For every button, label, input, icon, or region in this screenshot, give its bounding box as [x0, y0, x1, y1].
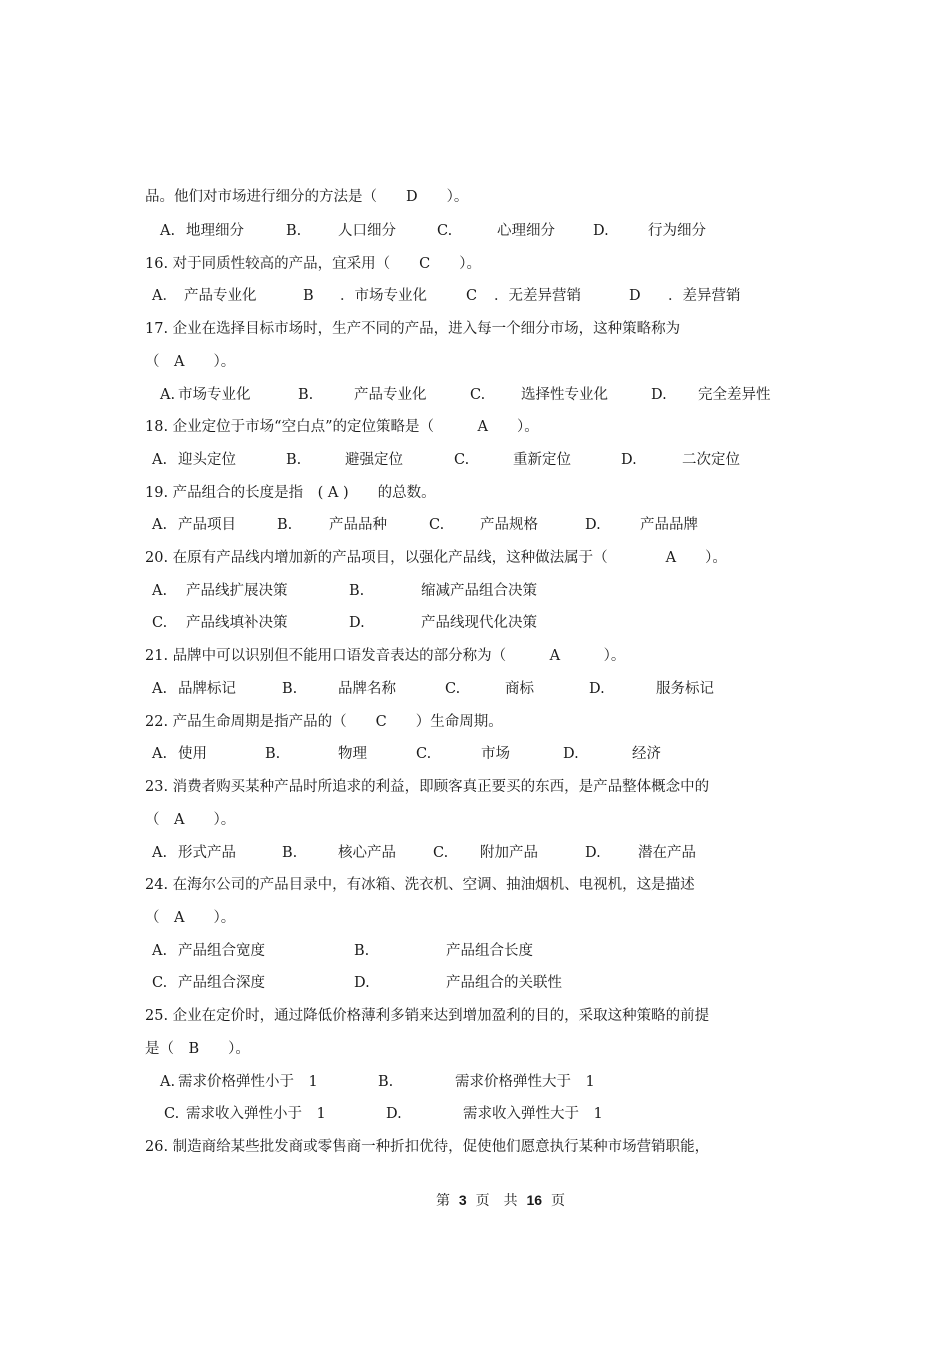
option-b-text: 产品专业化	[354, 387, 427, 403]
page-footer	[436, 1190, 565, 1211]
question-22-stem: 22. 产品生命周期是指产品的（ C ）生命周期。	[145, 714, 503, 730]
option-b-letter: B	[303, 288, 314, 304]
footer-suffix: 页	[551, 1193, 565, 1209]
option-a-text: 使用	[178, 746, 207, 762]
option-b-letter: B.	[378, 1074, 394, 1090]
option-d-text: 完全差异性	[698, 387, 771, 403]
option-d-letter: D.	[585, 517, 601, 533]
question-21-stem: 21. 品牌中可以识别但不能用口语发音表达的部分称为（ A ）。	[145, 648, 626, 664]
option-d-text: 产品品牌	[640, 517, 698, 533]
option-b-letter: B.	[286, 223, 302, 239]
option-c-letter: C.	[454, 452, 470, 468]
question-26-stem: 26. 制造商给某些批发商或零售商一种折扣优待，促使他们愿意执行某种市场营销职能，	[145, 1139, 710, 1155]
option-d-letter: D.	[386, 1106, 402, 1122]
total-pages: 16	[526, 1192, 543, 1208]
option-a-text: 产品项目	[178, 517, 236, 533]
option-b-text: 避强定位	[345, 452, 403, 468]
question-17-stem-line: （ A ）。	[145, 354, 236, 370]
option-a-text: 形式产品	[178, 845, 236, 861]
option-c-letter: C.	[433, 845, 449, 861]
option-b-text: 需求价格弹性大于 1	[455, 1074, 595, 1090]
option-d-text: 潜在产品	[638, 845, 696, 861]
option-d-text: ．差异营销	[668, 288, 741, 304]
question-23-stem-line: （ A ）。	[145, 812, 236, 828]
question-25-stem-line: 是（ B ）。	[145, 1041, 250, 1057]
option-a-text: 品牌标记	[178, 681, 236, 697]
option-a-letter: A.	[160, 223, 176, 239]
option-a-letter: A.	[160, 1074, 176, 1090]
option-b-text: 物理	[338, 746, 367, 762]
option-c-text: 产品线填补决策	[186, 615, 288, 631]
option-a-letter: A.	[152, 845, 168, 861]
option-c-letter: C.	[437, 223, 453, 239]
option-b-text: 产品品种	[329, 517, 387, 533]
option-b-text: 人口细分	[338, 223, 396, 239]
option-b-letter: B.	[354, 943, 370, 959]
option-c-letter: C.	[429, 517, 445, 533]
option-d-text: 行为细分	[648, 223, 706, 239]
option-c-text: 产品规格	[480, 517, 538, 533]
option-a-letter: A.	[152, 452, 168, 468]
option-a-letter: A.	[160, 387, 176, 403]
option-b-text: 产品组合长度	[446, 943, 533, 959]
option-c-text: 需求收入弹性小于 1	[186, 1106, 326, 1122]
option-a-letter: A.	[152, 583, 168, 599]
option-d-letter: D	[629, 288, 641, 304]
option-b-letter: B.	[349, 583, 365, 599]
question-19-stem: 19. 产品组合的长度是指 ( A ) 的总数。	[145, 485, 436, 501]
option-a-letter: A.	[152, 517, 168, 533]
option-b-letter: B.	[286, 452, 302, 468]
option-b-text: 缩减产品组合决策	[421, 583, 537, 599]
option-c-letter: C.	[152, 615, 168, 631]
question-24-stem-line: 24. 在海尔公司的产品目录中，有冰箱、洗衣机、空调、抽油烟机、电视机，这是描述	[145, 877, 695, 893]
option-a-letter: A.	[152, 681, 168, 697]
option-c-letter: C	[466, 288, 478, 304]
option-d-text: 需求收入弹性大于 1	[463, 1106, 603, 1122]
option-d-letter: D.	[354, 975, 370, 991]
question-17-stem-line: 17. 企业在选择目标市场时，生产不同的产品，进入每一个细分市场，这种策略称为	[145, 321, 681, 337]
option-a-text: 产品组合宽度	[178, 943, 265, 959]
option-b-letter: B.	[282, 845, 298, 861]
option-a-text: 地理细分	[186, 223, 244, 239]
option-d-letter: D.	[651, 387, 667, 403]
option-a-text: 产品线扩展决策	[186, 583, 288, 599]
option-b-letter: B.	[277, 517, 293, 533]
option-a-text: 产品专业化	[184, 288, 257, 304]
option-d-letter: D.	[621, 452, 637, 468]
option-c-letter: C.	[470, 387, 486, 403]
option-a-letter: A.	[152, 943, 168, 959]
option-d-letter: D.	[589, 681, 605, 697]
option-c-text: 市场	[481, 746, 510, 762]
option-b-text: 核心产品	[338, 845, 396, 861]
option-d-text: 产品组合的关联性	[446, 975, 562, 991]
option-c-letter: C.	[445, 681, 461, 697]
question-25-stem-line: 25. 企业在定价时，通过降低价格薄利多销来达到增加盈利的目的，采取这种策略的前提	[145, 1008, 710, 1024]
option-c-text: 商标	[505, 681, 534, 697]
option-a-letter: A．	[152, 288, 177, 304]
option-d-text: 产品线现代化决策	[421, 615, 537, 631]
option-d-text: 服务标记	[656, 681, 714, 697]
option-c-letter: C.	[152, 975, 168, 991]
option-d-letter: D.	[593, 223, 609, 239]
option-b-text: ．市场专业化	[340, 288, 427, 304]
question-20-stem: 20. 在原有产品线内增加新的产品项目，以强化产品线，这种做法属于（ A ）。	[145, 550, 727, 566]
option-d-letter: D.	[585, 845, 601, 861]
question-15-stem-line: 品。他们对市场进行细分的方法是（ D ）。	[145, 189, 469, 205]
option-a-letter: A.	[152, 746, 168, 762]
option-c-text: 产品组合深度	[178, 975, 265, 991]
option-d-text: 经济	[632, 746, 661, 762]
footer-mid: 页 共	[475, 1193, 518, 1209]
question-24-stem-line: （ A ）。	[145, 910, 236, 926]
question-23-stem-line: 23. 消费者购买某种产品时所追求的利益，即顾客真正要买的东西，是产品整体概念中的	[145, 779, 710, 795]
option-c-letter: C.	[416, 746, 432, 762]
option-c-text: 附加产品	[480, 845, 538, 861]
option-c-text: 心理细分	[497, 223, 555, 239]
option-b-letter: B.	[282, 681, 298, 697]
option-c-text: ．无差异营销	[494, 288, 581, 304]
option-c-letter: C.	[164, 1106, 180, 1122]
option-d-text: 二次定位	[682, 452, 740, 468]
footer-prefix: 第	[436, 1193, 450, 1209]
option-b-letter: B.	[265, 746, 281, 762]
option-a-text: 市场专业化	[178, 387, 251, 403]
option-a-text: 迎头定位	[178, 452, 236, 468]
option-b-letter: B.	[298, 387, 314, 403]
option-d-letter: D.	[563, 746, 579, 762]
question-16-stem: 16. 对于同质性较高的产品，宜采用（ C ）。	[145, 256, 482, 272]
option-c-text: 重新定位	[513, 452, 571, 468]
option-c-text: 选择性专业化	[521, 387, 608, 403]
option-a-text: 需求价格弹性小于 1	[178, 1074, 318, 1090]
page-number: 3	[458, 1192, 467, 1208]
option-b-text: 品牌名称	[338, 681, 396, 697]
option-d-letter: D.	[349, 615, 365, 631]
question-18-stem: 18. 企业定位于市场“空白点”的定位策略是（ A ）。	[145, 419, 539, 435]
